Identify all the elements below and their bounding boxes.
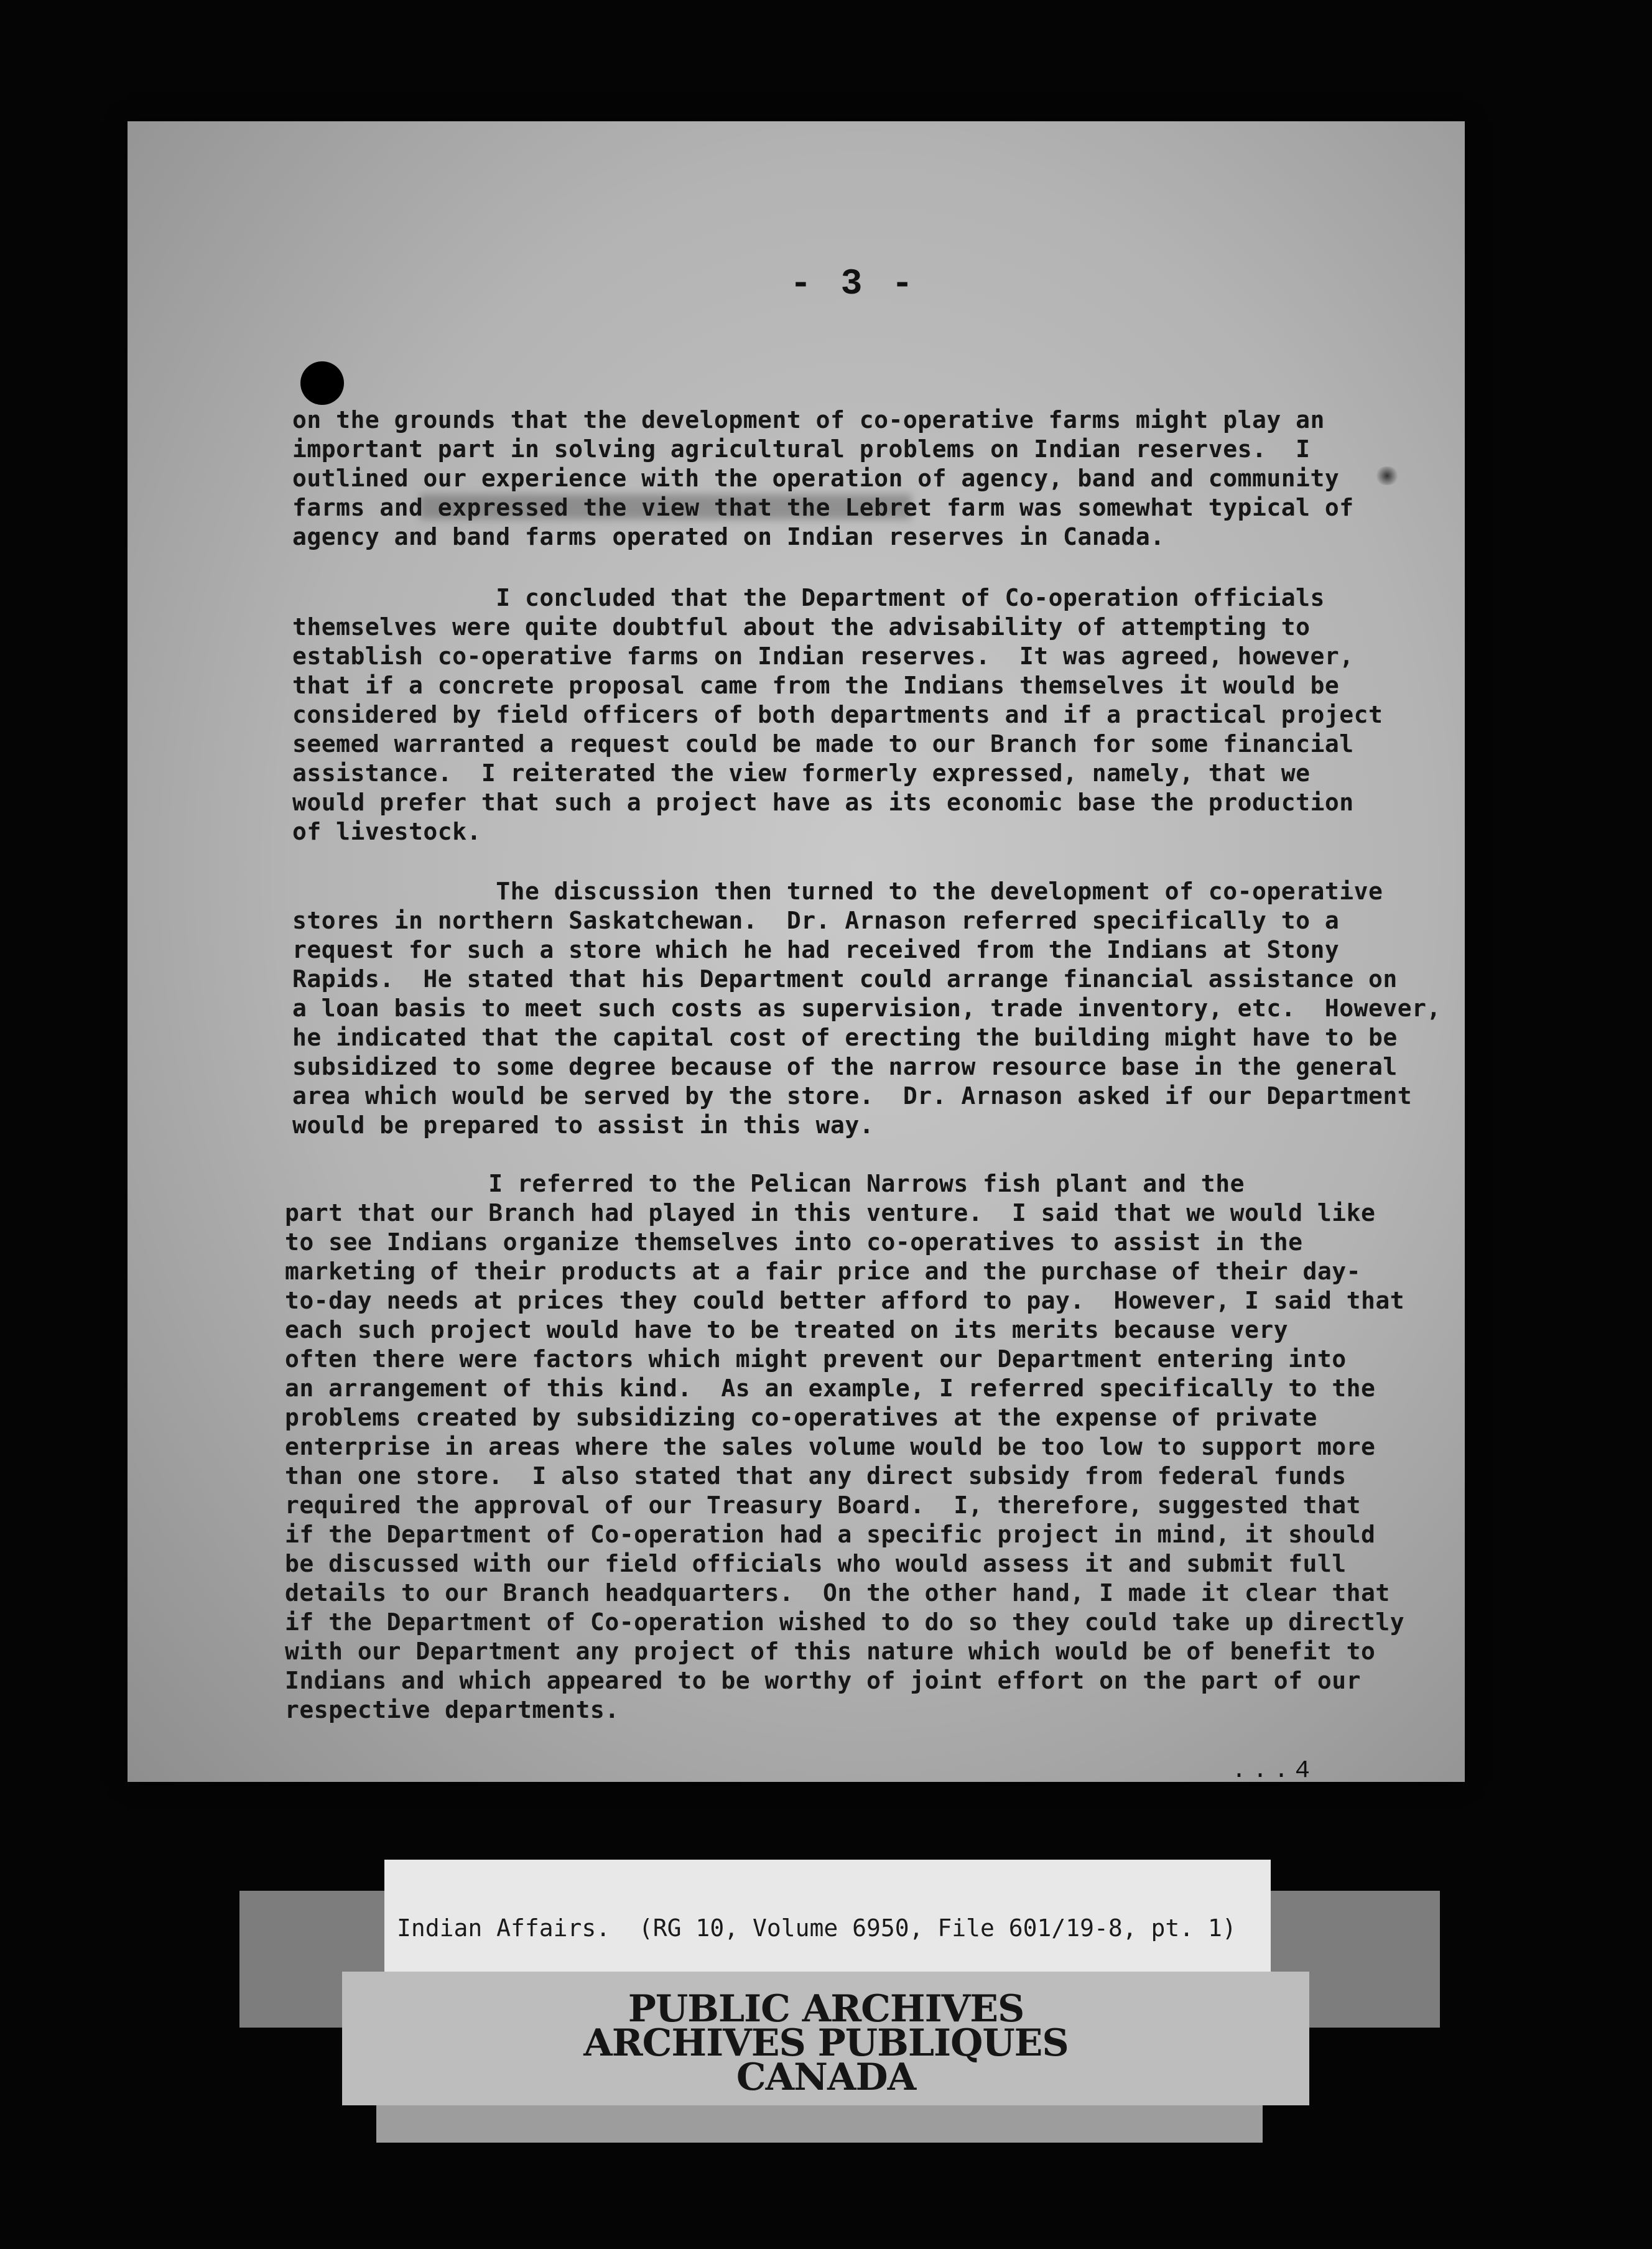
- ink-smudge: [1375, 466, 1399, 485]
- paragraph-3: The discussion then turned to the development of co-operative stores in northern Saskatchewan. Dr. Arnason referred specifically to a request for such a store which he had received from the Indians at Stony Rapids. He stated that his Department could arrange financial assistance on a loan basis to meet such costs as supervision, trade inventory, etc. However, he indicated that the capital cost of erecting the building might have to be subsidized to some degree because of the narrow resource base in the general area which would be served by the store. Dr. Arnason asked if our Department would be prepared to assist in this way.: [292, 878, 1441, 1139]
- page-number: - 3 -: [790, 264, 917, 305]
- archive-stamp-line-1: PUBLIC ARCHIVES: [628, 1987, 1024, 2031]
- paragraph-4: I referred to the Pelican Narrows fish plant and the part that our Branch had played in this venture. I said that we would like to see Indians organize themselves into co-operatives to assist in the marketing of their products at a fair price and the purchase of their day- to-day needs at prices they could better afford to pay. However, I said that each such project would have to be treated on its merits because very often there were factors which might prevent our Department entering into an arrangement of this kind. As an example, I referred specifically to the problems created by subsidizing co-operatives at the expense of private enterprise in areas where the sales volume would be too low to support more than one store. I also stated that any direct subsidy from federal funds required the approval of our Treasury Board. I, therefore, suggested that if the Department of Co-operation had a specific project in mind, it should be discussed with our field officials who would assess it and submit full details to our Branch headquarters. On the other hand, I made it clear that if the Department of Co-operation wished to do so they could take up directly with our Department any project of this nature which would be of benefit to Indians and which appeared to be worthy of joint effort on the part of our respective departments.: [285, 1170, 1405, 1723]
- archive-stamp-line-2: ARCHIVES PUBLIQUES: [583, 2021, 1069, 2065]
- archive-citation: Indian Affairs. (RG 10, Volume 6950, File 601/19-8, pt. 1): [397, 1914, 1237, 1942]
- paragraph-2: I concluded that the Department of Co-operation officials themselves were quite doubtful about the advisability of attempting to establish co-operative farms on Indian reserves. It was agreed, however, that if a concrete proposal came from the Indians themselves it would be considered by field officers of both departments and if a practical project seemed warranted a request could be made to our Branch for some financial assistance. I reiterated the view formerly expressed, namely, that we would prefer that such a project have as its economic base the production of livestock.: [292, 584, 1383, 845]
- paragraph-1: on the grounds that the development of co-operative farms might play an important part in solving agricultural problems on Indian reserves. I outlined our experience with the operation of agency, band and community farms and expressed the view that the Lebret farm was somewhat typical of agency and band farms operated on Indian reserves in Canada.: [292, 406, 1354, 550]
- archive-stamp-line-3: CANADA: [736, 2056, 916, 2099]
- continuation-mark: ...4: [1232, 1757, 1317, 1785]
- lower-label-strip: [376, 2105, 1263, 2143]
- punch-hole: [300, 361, 344, 405]
